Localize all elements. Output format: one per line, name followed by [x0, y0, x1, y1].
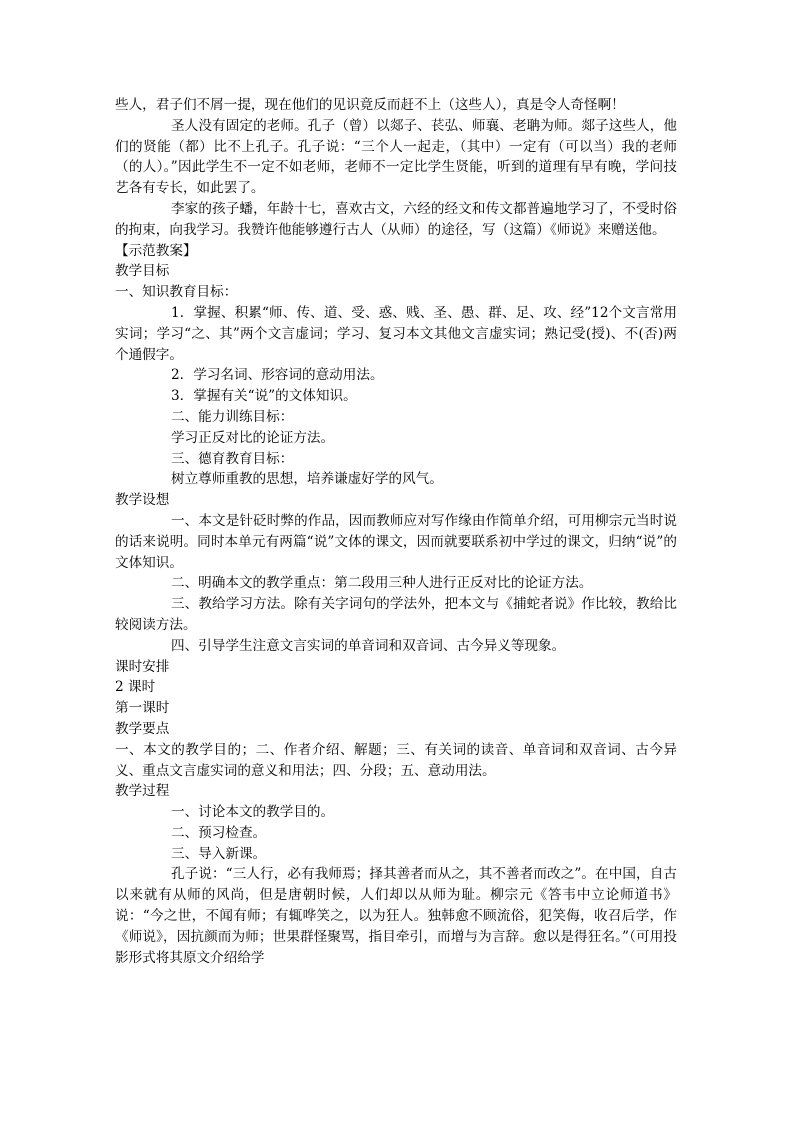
- paragraph: 二、能力训练目标：: [171, 408, 294, 425]
- paragraph: 2．学习名词、形容词的意动用法。: [171, 367, 384, 384]
- paragraph: 些人，君子们不屑一提，现在他们的见识竟反而赶不上（这些人），真是令人奇怪啊！: [115, 97, 625, 113]
- paragraph: 一、本文是针砭时弊的作品，因而教师应对写作缘由作简单介绍，可用柳宗元当时说的话来说明。同时本单元有两篇“说”文体的课文，因而就要联系初中学过的课文，归纳“说”的文体知识。: [115, 512, 677, 571]
- paragraph: 一、知识教育目标：: [115, 284, 238, 301]
- paragraph: 教学目标: [115, 263, 170, 280]
- paragraph: 三、教给学习方法。除有关字词句的学法外，把本文与《捕蛇者说》作比较，教给比较阅读方法。: [115, 596, 677, 633]
- paragraph: 三、导入新课。: [171, 845, 267, 862]
- paragraph: 教学要点: [115, 720, 170, 737]
- paragraph: 孔子说：“三人行，必有我师焉；择其善者而从之，其不善者而改之”。在中国，自古以来就有从师的风尚，但是唐朝时候，人们却以从师为耻。柳宗元《答韦中立论师道书》说：“今之世，不闻有师；有辄哗笑之，以为狂人。独韩愈不顾流俗，犯笑侮，收召后学，作《师说》，因抗颜而为师；世果群怪聚骂，指目牵引，而增与为言辞。愈以是得狂名。”（可用投影形式将其原文介绍给学: [115, 866, 677, 966]
- paragraph: 学习正反对比的论证方法。: [171, 429, 335, 446]
- paragraph: 李家的孩子蟠，年龄十七，喜欢古文，六经的经文和传文都普遍地学习了，不受时俗的拘束，向我学习。我赞许他能够遵行古人（从师）的途径，写（这篇）《师说》来赠送他。: [115, 200, 677, 238]
- paragraph: 1．掌握、积累“师、传、道、受、惑、贱、圣、愚、群、足、攻、经”12个文言常用实词；学习“之、其”两个文言虚词；学习、复习本文其他文言虚实词；熟记受(授)、不(否)两个通假字。: [115, 304, 677, 363]
- paragraph: 圣人没有固定的老师。孔子（曾）以郯子、苌弘、师襄、老聃为师。郯子这些人，他们的贤能（都）比不上孔子。孔子说：“三个人一起走，（其中）一定有（可以当）我的老师（的人）。”因此学生不一定不如老师，老师不一定比学生贤能，听到的道理有早有晚，学问技艺各有专长，如此罢了。: [115, 117, 677, 197]
- paragraph: 2 课时: [115, 679, 156, 696]
- paragraph: 第一课时: [115, 700, 170, 717]
- paragraph: 课时安排: [115, 658, 170, 675]
- paragraph: 一、讨论本文的教学目的。: [171, 804, 335, 821]
- paragraph: 【示范教案】: [115, 242, 197, 259]
- paragraph: 一、本文的教学目的；二、作者介绍、解题；三、有关词的读音、单音词和双音词、古今异义、重点文言虚实词的意义和用法；四、分段；五、意动用法。: [115, 741, 677, 779]
- paragraph: 树立尊师重教的思想，培养谦虚好学的风气。: [171, 471, 443, 488]
- paragraph: 教学设想: [115, 492, 170, 509]
- paragraph: 二、预习检查。: [171, 824, 267, 841]
- paragraph: 3．掌握有关“说”的文体知识。: [171, 388, 357, 405]
- paragraph: 三、德育教育目标：: [171, 450, 294, 467]
- paragraph: 教学过程: [115, 783, 170, 800]
- paragraph: 四、引导学生注意文言实词的单音词和双音词、古今异义等现象。: [171, 637, 566, 654]
- document-page: [115, 95, 677, 968]
- paragraph: 二、明确本文的教学重点：第二段用三种人进行正反对比的论证方法。: [171, 575, 593, 592]
